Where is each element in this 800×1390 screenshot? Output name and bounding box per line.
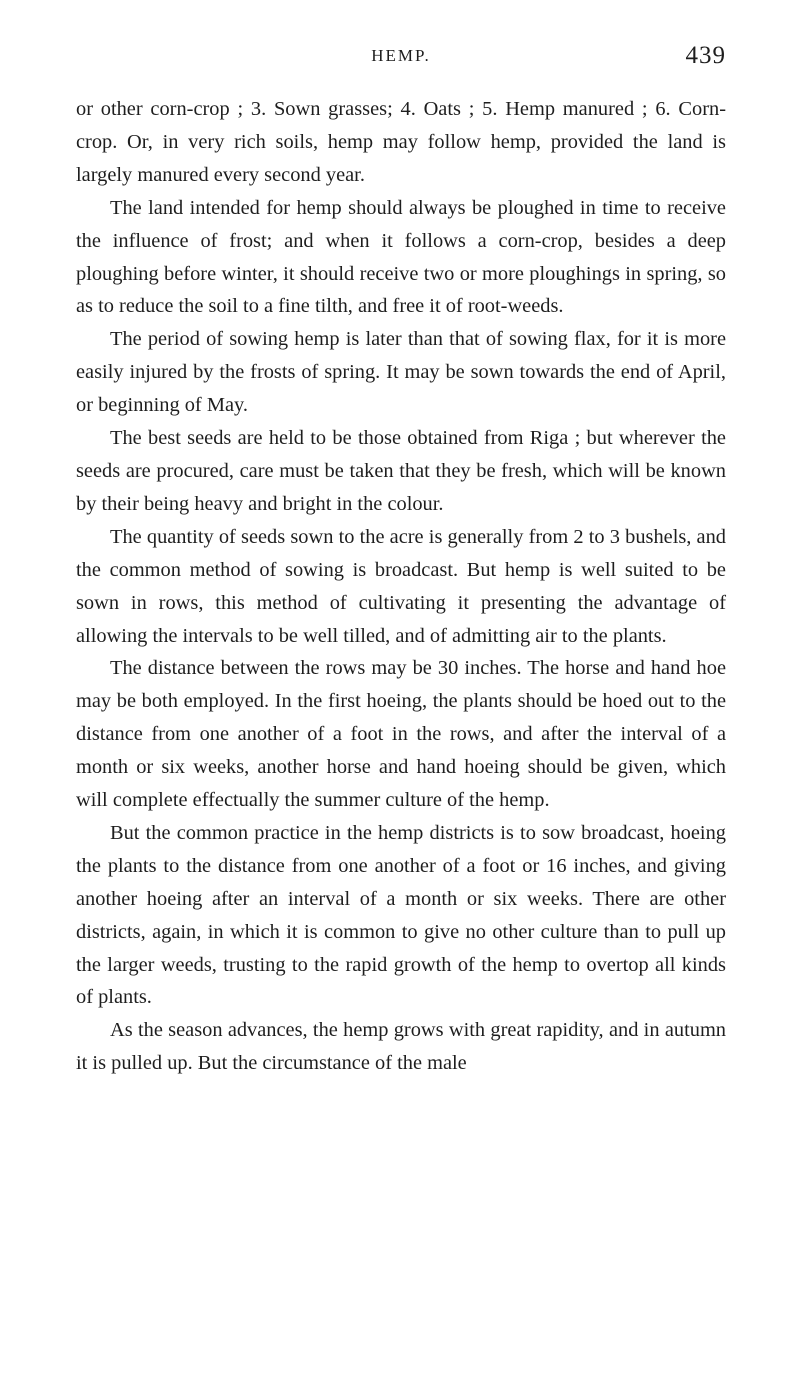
paragraph: or other corn-crop ; 3. Sown grasses; 4. Oats ; 5. Hemp manured ; 6. Corn-crop. Or, in very rich soils, hemp may follow hemp, provided the land is largely manured every second year. bbox=[76, 98, 726, 186]
paragraph: As the season advances, the hemp grows with great rapidity, and in autumn it is pulled up. But the circumstance of the male bbox=[76, 1019, 726, 1075]
paragraph: The land intended for hemp should always be ploughed in time to receive the influence of frost; and when it follows a corn-crop, besides a deep ploughing before winter, it should receive two or more ploughings in spring, so as to reduce the soil to a fine tilth, and free it of root-weeds. bbox=[76, 196, 726, 318]
page-number: 439 bbox=[685, 42, 726, 69]
paragraph: But the common practice in the hemp districts is to sow broadcast, hoeing the plants to the distance from one another of a foot or 16 inches, and giving another hoeing after an interval of a month or six weeks. There are other districts, again, in which it is common to give no other culture than to pull up the larger weeds, trusting to the rapid growth of the hemp to overtop all kinds of plants. bbox=[76, 821, 726, 1009]
paragraph: The quantity of seeds sown to the acre is generally from 2 to 3 bushels, and the common method of sowing is broadcast. But hemp is well suited to be sown in rows, this method of cultivating it presenting the advantage of allowing the intervals to be well tilled, and of admitting air to the plants. bbox=[76, 525, 726, 647]
paragraph: The distance between the rows may be 30 inches. The horse and hand hoe may be both employed. In the first hoeing, the plants should be hoed out to the distance from one another of a foot in the rows, and after the interval of a month or six weeks, another horse and hand hoeing should be given, which will complete effectually the summer culture of the hemp. bbox=[76, 657, 726, 812]
paragraph: The best seeds are held to be those obtained from Riga ; but wherever the seeds are procured, care must be taken that they be fresh, which will be known by their being heavy and bright in the colour. bbox=[76, 427, 726, 515]
running-title: HEMP. bbox=[371, 46, 431, 65]
running-head bbox=[76, 42, 726, 72]
paragraph: The period of sowing hemp is later than that of sowing flax, for it is more easily injured by the frosts of spring. It may be sown towards the end of April, or beginning of May. bbox=[76, 328, 726, 417]
body-text bbox=[76, 93, 726, 1080]
